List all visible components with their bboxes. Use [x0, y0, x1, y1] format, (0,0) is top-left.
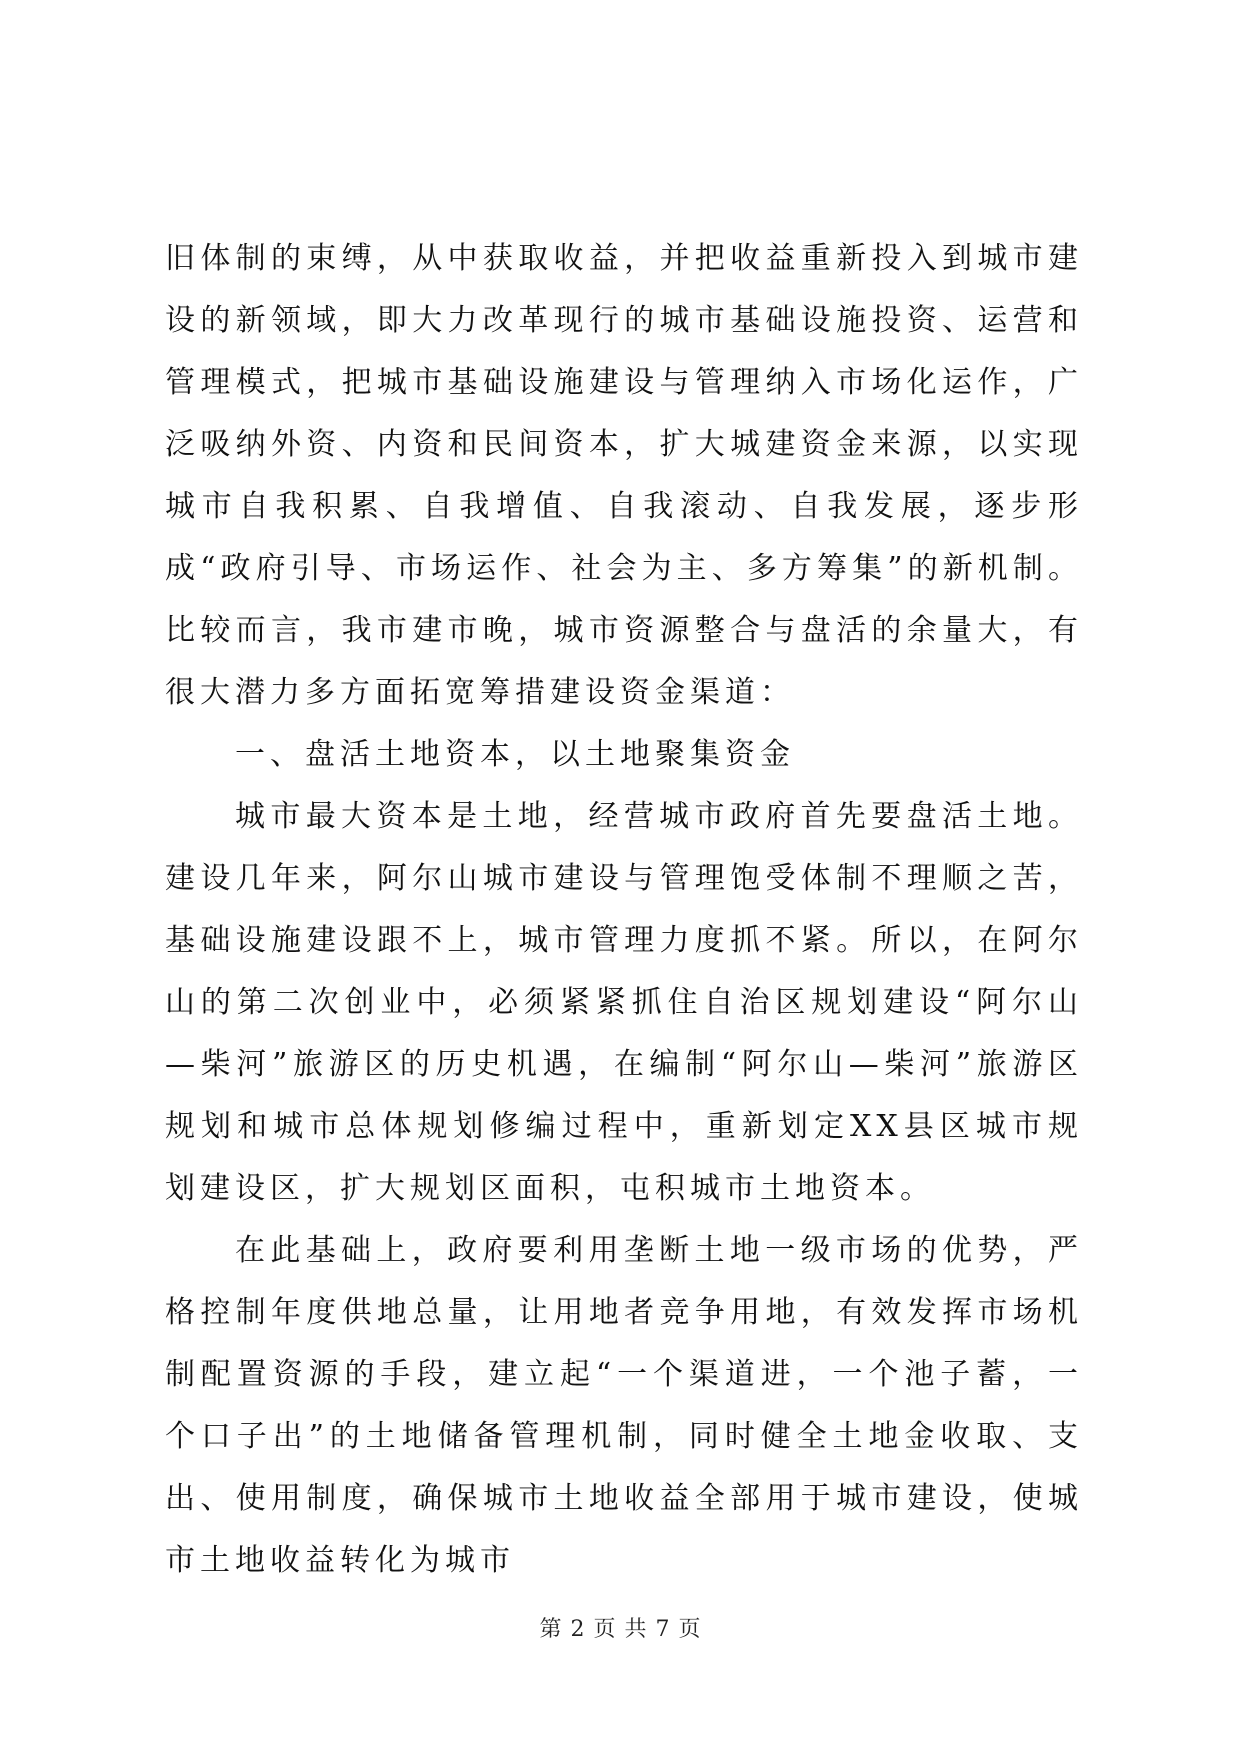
paragraph-continuation: 旧体制的束缚，从中获取收益，并把收益重新投入到城市建设的新领域，即大力改革现行的城市基础设施投资、运营和管理模式，把城市基础设施建设与管理纳入市场化运作，广泛吸纳外资、内资和民间资本，扩大城建资金来源，以实现城市自我积累、自我增值、自我滚动、自我发展，逐步形成“政府引导、市场运作、社会为主、多方筹集”的新机制。比较而言，我市建市晚，城市资源整合与盘活的余量大，有很大潜力多方面拓宽筹措建设资金渠道： — [165, 241, 1083, 710]
section-heading: 一、盘活土地资本，以土地聚集资金 — [235, 737, 795, 772]
page-footer: 第 2 页 共 7 页 — [539, 1617, 702, 1642]
body-text — [165, 228, 1083, 1592]
paragraph: 在此基础上，政府要利用垄断土地一级市场的优势，严格控制年度供地总量，让用地者竞争用地，有效发挥市场机制配置资源的手段，建立起“一个渠道进，一个池子蓄，一个口子出”的土地储备管理机制，同时健全土地金收取、支出、使用制度，确保城市土地收益全部用于城市建设，使城市土地收益转化为城市 — [165, 1233, 1083, 1578]
paragraph: 城市最大资本是土地，经营城市政府首先要盘活土地。建设几年来，阿尔山城市建设与管理饱受体制不理顺之苦，基础设施建设跟不上，城市管理力度抓不紧。所以，在阿尔山的第二次创业中，必须紧紧抓住自治区规划建设“阿尔山—柴河”旅游区的历史机遇，在编制“阿尔山—柴河”旅游区规划和城市总体规划修编过程中，重新划定XX县区城市规划建设区，扩大规划区面积，屯积城市土地资本。 — [165, 799, 1083, 1206]
